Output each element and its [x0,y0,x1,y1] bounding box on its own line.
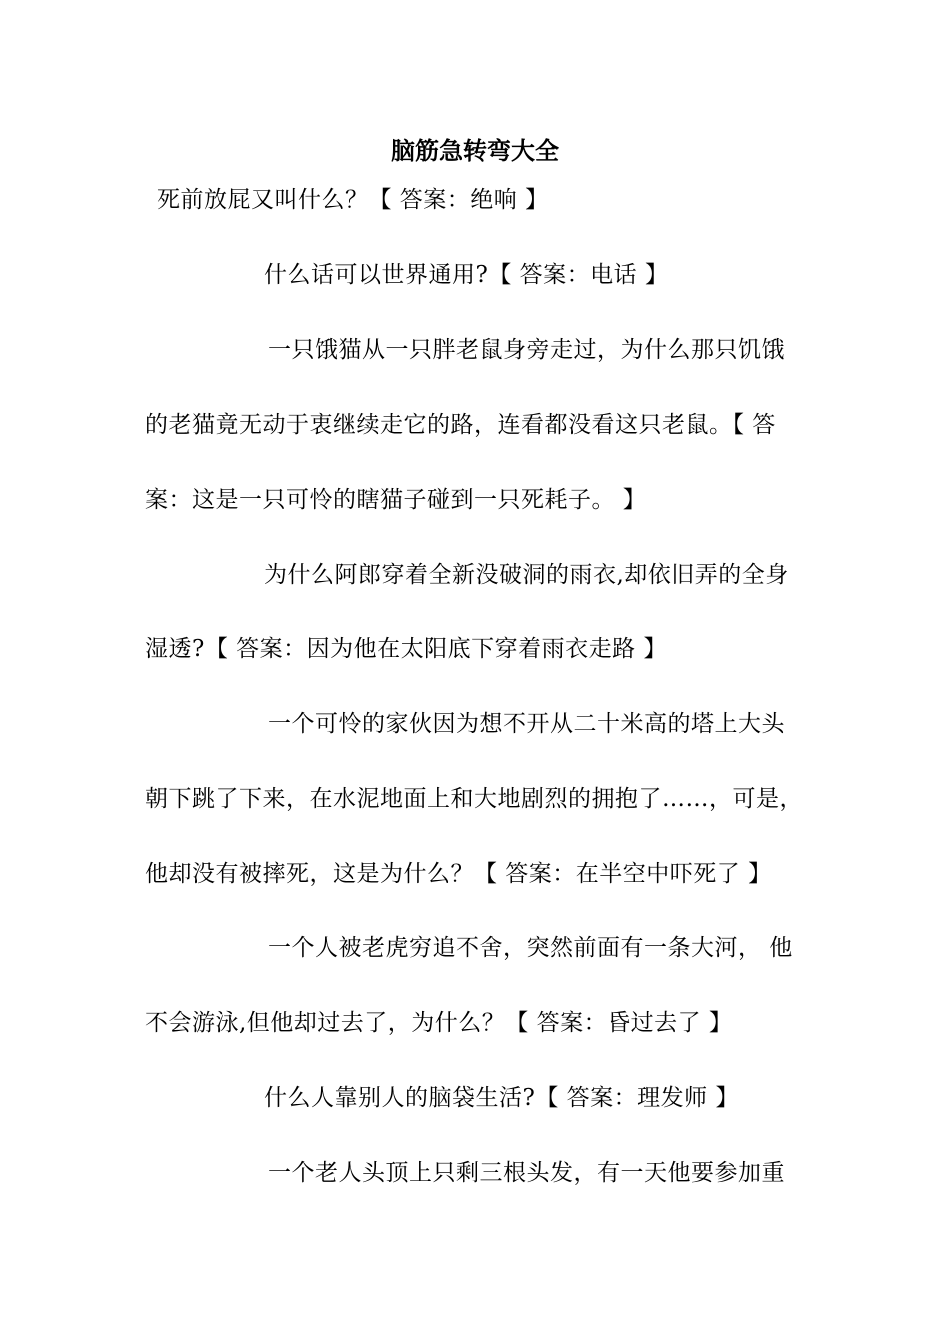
text-line: 湿透?【 答案：因为他在太阳底下穿着雨衣走路 】 [145,636,667,662]
text-line: 朝下跳了下来，在水泥地面上和大地剧烈的拥抱了……，可是， [145,786,803,812]
text-line: 一只饿猫从一只胖老鼠身旁走过，为什么那只饥饿 [268,337,785,363]
text-line: 一个人被老虎穷追不舍，突然前面有一条大河， 他 [268,935,793,961]
text-line: 一个老人头顶上只剩三根头发，有一天他要参加重 [268,1160,785,1186]
text-line: 一个可怜的家伙因为想不开从二十米高的塔上大头 [268,711,785,737]
document-title: 脑筋急转弯大全 [391,136,559,165]
text-line: 不会游泳,但他却过去了，为什么？【 答案：昏过去了 】 [145,1010,733,1036]
text-line: 为什么阿郎穿着全新没破洞的雨衣,却依旧弄的全身 [264,562,789,588]
text-line: 死前放屁又叫什么？【 答案：绝响 】 [157,187,549,213]
text-line: 的老猫竟无动于衷继续走它的路，连看都没看这只老鼠。【 答 [145,412,776,438]
text-line: 他却没有被摔死，这是为什么？【 答案：在半空中吓死了 】 [145,861,772,887]
text-line: 什么人靠别人的脑袋生活?【 答案：理发师 】 [264,1085,739,1111]
text-line: 案：这是一只可怜的瞎猫子碰到一只死耗子。 】 [145,487,647,513]
text-line: 什么话可以世界通用?【 答案：电话 】 [264,262,669,288]
